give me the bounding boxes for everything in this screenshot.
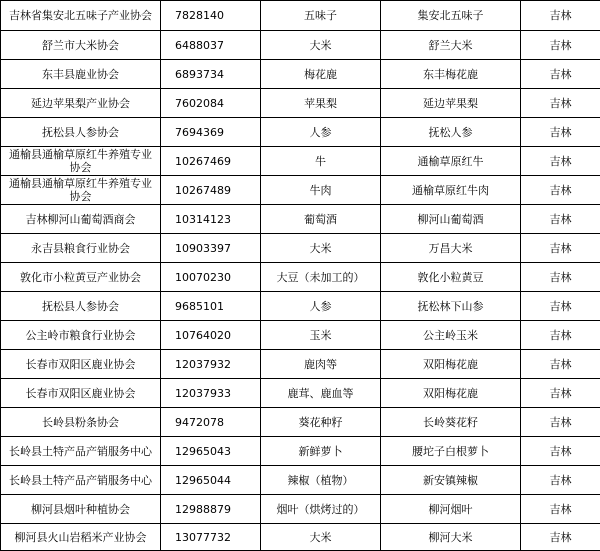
product-cell: 五味子 xyxy=(261,1,381,31)
trademark-name-cell: 敦化小粒黄豆 xyxy=(381,263,521,292)
table-row xyxy=(1,350,600,379)
association-cell: 抚松县人参协会 xyxy=(1,118,161,147)
region-cell: 吉林 xyxy=(521,234,600,263)
association-cell: 延边苹果梨产业协会 xyxy=(1,89,161,118)
product-cell: 苹果梨 xyxy=(261,89,381,118)
product-cell: 人参 xyxy=(261,118,381,147)
product-cell: 葡萄酒 xyxy=(261,205,381,234)
region-cell: 吉林 xyxy=(521,89,600,118)
registration-number-cell: 12037933 xyxy=(161,379,261,408)
product-cell: 鹿肉等 xyxy=(261,350,381,379)
registration-number-cell: 9472078 xyxy=(161,408,261,437)
product-cell: 新鲜萝卜 xyxy=(261,437,381,466)
registration-number-cell: 10903397 xyxy=(161,234,261,263)
trademark-name-cell: 双阳梅花鹿 xyxy=(381,350,521,379)
region-cell: 吉林 xyxy=(521,379,600,408)
association-cell: 长岭县粉条协会 xyxy=(1,408,161,437)
registration-number-cell: 10267489 xyxy=(161,176,261,205)
registration-number-cell: 7694369 xyxy=(161,118,261,147)
registration-number-cell: 10070230 xyxy=(161,263,261,292)
trademark-name-cell: 延边苹果梨 xyxy=(381,89,521,118)
registration-number-cell: 6488037 xyxy=(161,31,261,60)
trademark-name-cell: 双阳梅花鹿 xyxy=(381,379,521,408)
registration-number-cell: 10314123 xyxy=(161,205,261,234)
table-row xyxy=(1,31,600,60)
association-cell: 敦化市小粒黄豆产业协会 xyxy=(1,263,161,292)
registration-number-cell: 12965043 xyxy=(161,437,261,466)
table-row xyxy=(1,408,600,437)
product-cell: 烟叶（烘烤过的） xyxy=(261,495,381,524)
trademark-name-cell: 抚松人参 xyxy=(381,118,521,147)
registration-number-cell: 10764020 xyxy=(161,321,261,350)
registration-number-cell: 7828140 xyxy=(161,1,261,31)
product-cell: 鹿茸、鹿血等 xyxy=(261,379,381,408)
region-cell: 吉林 xyxy=(521,466,600,495)
association-cell: 抚松县人参协会 xyxy=(1,292,161,321)
table-row xyxy=(1,379,600,408)
product-cell: 牛肉 xyxy=(261,176,381,205)
region-cell: 吉林 xyxy=(521,437,600,466)
table-row xyxy=(1,466,600,495)
product-cell: 大米 xyxy=(261,234,381,263)
registration-number-cell: 13077732 xyxy=(161,524,261,551)
registration-number-cell: 12988879 xyxy=(161,495,261,524)
trademark-name-cell: 通榆草原红牛 xyxy=(381,147,521,176)
trademark-name-cell: 柳河山葡萄酒 xyxy=(381,205,521,234)
region-cell: 吉林 xyxy=(521,176,600,205)
region-cell: 吉林 xyxy=(521,321,600,350)
association-cell: 长岭县土特产品产销服务中心 xyxy=(1,437,161,466)
product-cell: 梅花鹿 xyxy=(261,60,381,89)
region-cell: 吉林 xyxy=(521,263,600,292)
product-cell: 葵花种籽 xyxy=(261,408,381,437)
table-row xyxy=(1,524,600,551)
region-cell: 吉林 xyxy=(521,524,600,551)
association-cell: 柳河县火山岩稻米产业协会 xyxy=(1,524,161,551)
product-cell: 辣椒（植物） xyxy=(261,466,381,495)
table-row xyxy=(1,176,600,205)
product-cell: 大米 xyxy=(261,31,381,60)
registration-number-cell: 10267469 xyxy=(161,147,261,176)
association-cell: 柳河县烟叶种植协会 xyxy=(1,495,161,524)
association-cell: 公主岭市粮食行业协会 xyxy=(1,321,161,350)
table-body xyxy=(1,1,600,551)
table-row xyxy=(1,205,600,234)
product-cell: 人参 xyxy=(261,292,381,321)
table-row xyxy=(1,118,600,147)
region-cell: 吉林 xyxy=(521,408,600,437)
association-cell: 长春市双阳区鹿业协会 xyxy=(1,379,161,408)
product-cell: 大豆（未加工的） xyxy=(261,263,381,292)
table-row xyxy=(1,263,600,292)
table-row xyxy=(1,147,600,176)
association-cell: 吉林省集安北五味子产业协会 xyxy=(1,1,161,31)
trademark-name-cell: 东丰梅花鹿 xyxy=(381,60,521,89)
table-row xyxy=(1,1,600,31)
region-cell: 吉林 xyxy=(521,60,600,89)
region-cell: 吉林 xyxy=(521,292,600,321)
product-cell: 玉米 xyxy=(261,321,381,350)
trademark-name-cell: 集安北五味子 xyxy=(381,1,521,31)
registration-number-cell: 12037932 xyxy=(161,350,261,379)
region-cell: 吉林 xyxy=(521,350,600,379)
registration-number-cell: 9685101 xyxy=(161,292,261,321)
trademark-name-cell: 通榆草原红牛肉 xyxy=(381,176,521,205)
region-cell: 吉林 xyxy=(521,1,600,31)
region-cell: 吉林 xyxy=(521,118,600,147)
trademark-name-cell: 万昌大米 xyxy=(381,234,521,263)
registration-number-cell: 6893734 xyxy=(161,60,261,89)
association-cell: 永吉县粮食行业协会 xyxy=(1,234,161,263)
association-cell: 长春市双阳区鹿业协会 xyxy=(1,350,161,379)
association-cell: 舒兰市大米协会 xyxy=(1,31,161,60)
trademark-name-cell: 舒兰大米 xyxy=(381,31,521,60)
association-cell: 长岭县土特产品产销服务中心 xyxy=(1,466,161,495)
table-row xyxy=(1,321,600,350)
table-row xyxy=(1,292,600,321)
region-cell: 吉林 xyxy=(521,31,600,60)
table-row xyxy=(1,495,600,524)
region-cell: 吉林 xyxy=(521,495,600,524)
region-cell: 吉林 xyxy=(521,205,600,234)
product-cell: 大米 xyxy=(261,524,381,551)
association-cell: 通榆县通榆草原红牛养殖专业协会 xyxy=(1,147,161,176)
trademark-name-cell: 腰坨子白根萝卜 xyxy=(381,437,521,466)
table-row xyxy=(1,437,600,466)
association-cell: 东丰县鹿业协会 xyxy=(1,60,161,89)
region-cell: 吉林 xyxy=(521,147,600,176)
trademark-name-cell: 抚松林下山参 xyxy=(381,292,521,321)
trademark-name-cell: 柳河烟叶 xyxy=(381,495,521,524)
registration-number-cell: 12965044 xyxy=(161,466,261,495)
table-row xyxy=(1,60,600,89)
trademark-name-cell: 柳河大米 xyxy=(381,524,521,551)
table-row xyxy=(1,89,600,118)
table-row xyxy=(1,234,600,263)
product-cell: 牛 xyxy=(261,147,381,176)
association-cell: 通榆县通榆草原红牛养殖专业协会 xyxy=(1,176,161,205)
association-cell: 吉林柳河山葡萄酒商会 xyxy=(1,205,161,234)
trademark-name-cell: 公主岭玉米 xyxy=(381,321,521,350)
trademark-name-cell: 新安镇辣椒 xyxy=(381,466,521,495)
registration-number-cell: 7602084 xyxy=(161,89,261,118)
trademark-name-cell: 长岭葵花籽 xyxy=(381,408,521,437)
